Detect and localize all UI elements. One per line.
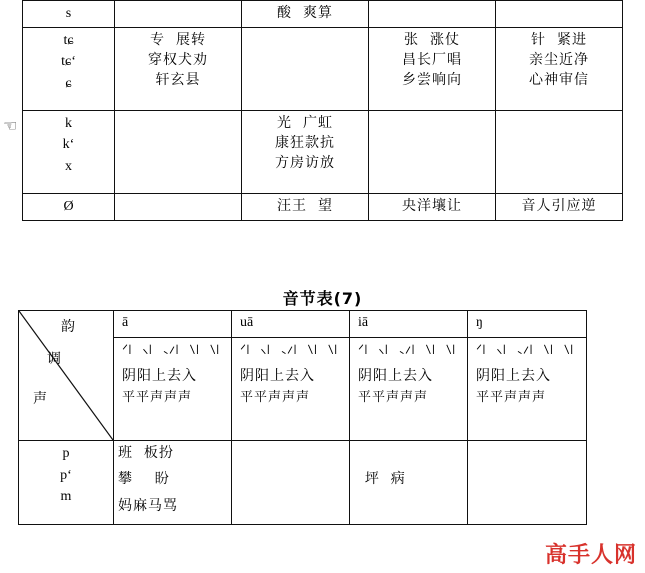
table-row (23, 1, 623, 28)
initial-symbol: p (62, 446, 70, 461)
initial-symbol: x (65, 159, 72, 175)
syllable-text: 汪王 望 (277, 197, 333, 214)
rime-header: ā (114, 311, 232, 338)
rime-header: uā (232, 311, 350, 338)
initial-label: 声 (33, 391, 47, 407)
initial-symbol: m (60, 489, 72, 505)
syllable-cell (242, 110, 369, 193)
syllable-cell (114, 441, 232, 525)
syllable-cell (115, 27, 242, 110)
tone-names-line2: 平平声声声 (240, 389, 311, 405)
syllable-cell (115, 193, 242, 220)
syllable-text: 穿权犬劝 (148, 51, 208, 68)
syllable-text: 心神审信 (529, 72, 589, 89)
tone-names-line1: 阴阳上去入 (476, 368, 551, 385)
syllable-text: 昌长厂唱 (402, 51, 462, 68)
initial-symbol: kʻ (62, 137, 75, 153)
initial-cell (23, 193, 115, 220)
tone-names-line2: 平平声声声 (358, 389, 429, 405)
initial-symbol: s (65, 6, 72, 21)
syllable-cell (369, 110, 496, 193)
syllable-text: 康狂款抗 (275, 134, 335, 151)
rime-header: ŋ (468, 311, 587, 338)
syllable-cell (242, 193, 369, 220)
rime-header: iā (350, 311, 468, 338)
syllable-cell (496, 27, 623, 110)
syllable-text: 坪 病 (354, 471, 406, 488)
tone-legend-cell (350, 338, 468, 441)
tone-names-line2: 平平声声声 (122, 389, 193, 405)
tone-names-line2: 平平声声声 (476, 389, 547, 405)
syllable-cell (232, 441, 350, 525)
syllable-text: 妈麻马骂 (118, 497, 178, 514)
initial-symbol: tɕʻ (61, 54, 76, 70)
tone-marks: ˧˥ ˧˩ ˨˩˦ ˥˩ ˥˩ (122, 342, 223, 358)
syllable-text: 乡尝响向 (402, 72, 462, 89)
syllable-text: 班 板扮 (118, 445, 174, 461)
watermark: 高手人网 (544, 543, 637, 568)
syllable-cell (242, 1, 369, 28)
syllable-text: 攀 盼 (118, 471, 170, 488)
tone-marks: ˧˥ ˧˩ ˨˩˦ ˥˩ ˥˩ (476, 342, 577, 358)
table-row (19, 441, 587, 525)
initial-symbol: k (65, 115, 72, 131)
table-row (23, 27, 623, 110)
syllable-cell (369, 1, 496, 28)
table-row (23, 110, 623, 193)
rime-label: 韵 (61, 319, 75, 335)
syllable-text: 张 涨仗 (404, 31, 460, 48)
syllable-cell (468, 441, 587, 525)
syllable-text: 酸 爽算 (277, 5, 333, 21)
initials-rimes-table-continued (22, 0, 623, 221)
syllable-cell (242, 27, 369, 110)
tone-marks: ˧˥ ˧˩ ˨˩˦ ˥˩ ˥˩ (240, 342, 341, 358)
initial-cell (19, 441, 114, 525)
syllable-text: 方房访放 (275, 155, 335, 172)
table-row (23, 193, 623, 220)
syllable-cell (496, 1, 623, 28)
tone-legend-cell (114, 338, 232, 441)
hand-cursor-icon: ☜ (3, 116, 18, 135)
syllable-cell (369, 27, 496, 110)
tone-label: 调 (47, 351, 61, 367)
syllable-cell (115, 1, 242, 28)
syllable-text: 针 紧进 (531, 31, 587, 48)
tone-marks: ˧˥ ˧˩ ˨˩˦ ˥˩ ˥˩ (358, 342, 459, 358)
table-header-row (19, 311, 587, 338)
page-title: 音节表(7) (282, 289, 363, 308)
syllable-cell (115, 110, 242, 193)
syllable-table (18, 310, 587, 525)
syllable-text (354, 443, 463, 463)
syllable-cell (496, 110, 623, 193)
tone-legend-cell (232, 338, 350, 441)
syllable-cell (369, 193, 496, 220)
initial-cell (23, 1, 115, 28)
tone-names-line1: 阴阳上去入 (122, 368, 197, 385)
syllable-text: 亲尘近净 (529, 51, 589, 68)
syllable-cell (350, 441, 468, 525)
syllable-text: 央洋壤让 (402, 197, 462, 214)
syllable-text: 轩玄县 (155, 72, 201, 89)
tone-names-line1: 阴阳上去入 (358, 368, 433, 385)
tone-names-line1: 阴阳上去入 (240, 368, 315, 385)
initial-symbol: tɕ (63, 32, 74, 48)
syllable-text: 专 展转 (150, 31, 206, 48)
syllable-cell (496, 193, 623, 220)
syllable-text: 音人引应逆 (521, 197, 597, 214)
initial-cell (23, 27, 115, 110)
initial-symbol: ɕ (65, 76, 72, 92)
initial-symbol: Ø (63, 198, 74, 214)
initial-symbol: pʻ (60, 467, 72, 483)
initial-cell (23, 110, 115, 193)
syllable-text: 光 广虹 (277, 114, 333, 131)
corner-header-cell (19, 311, 114, 441)
tone-legend-cell (468, 338, 587, 441)
